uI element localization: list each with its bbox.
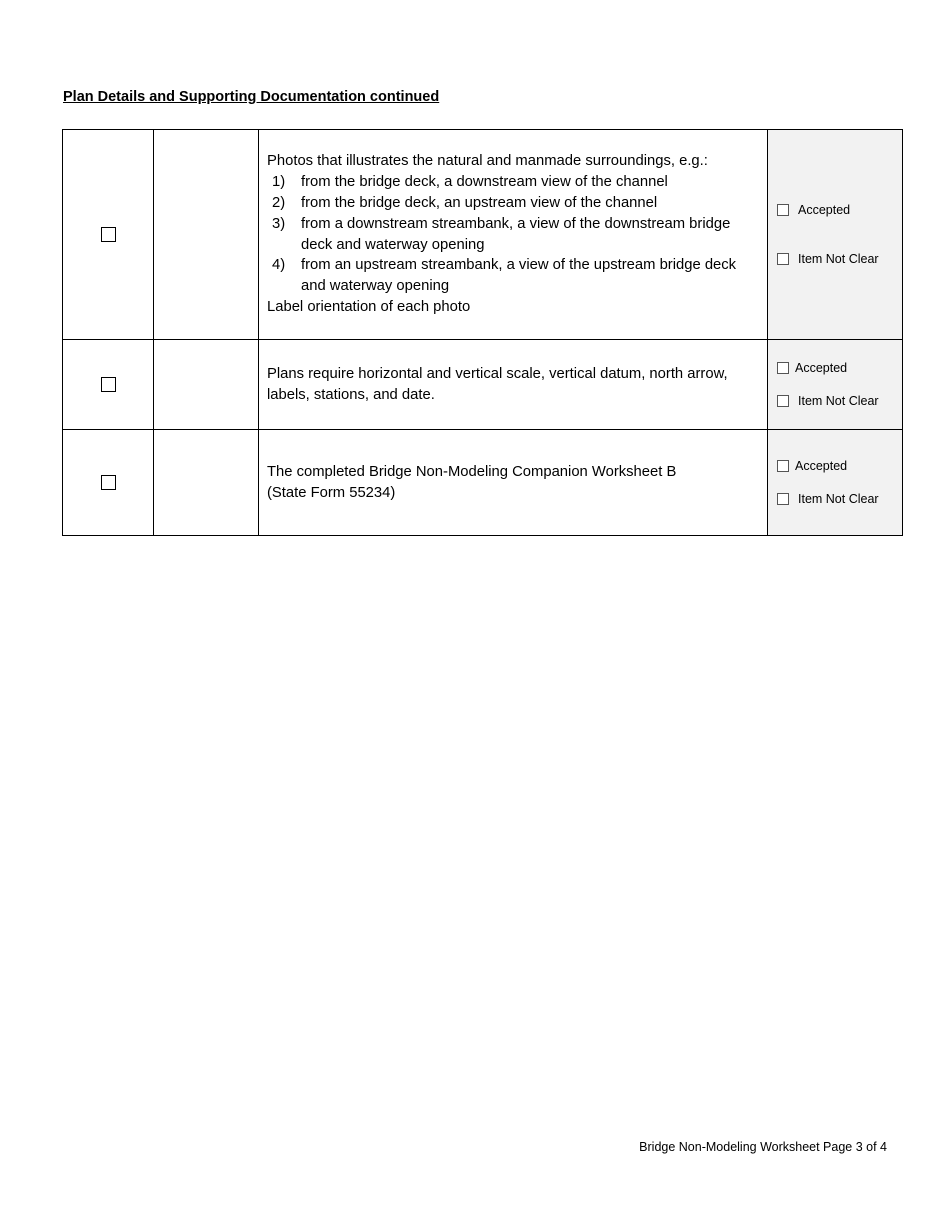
accepted-label: Accepted <box>798 203 851 217</box>
notes-cell[interactable] <box>154 130 259 340</box>
submitted-checkbox[interactable] <box>101 227 116 242</box>
table-row <box>63 430 903 536</box>
item-outro: Label orientation of each photo <box>267 298 471 315</box>
accepted-label: Accepted <box>795 361 848 375</box>
item-description <box>259 430 768 536</box>
review-status-cell <box>768 130 903 340</box>
list-item <box>267 172 759 193</box>
accepted-label: Accepted <box>795 459 848 473</box>
list-text: from an upstream streambank, a view of the upstream bridge deck and waterway opening <box>301 257 737 295</box>
section-title: Plan Details and Supporting Documentation continued <box>63 89 440 105</box>
notes-cell[interactable] <box>154 340 259 430</box>
accepted-option[interactable] <box>777 361 902 375</box>
item-not-clear-option[interactable] <box>777 252 902 266</box>
list-text: from a downstream streambank, a view of the downstream bridge deck and waterway opening <box>301 215 731 253</box>
row-checkbox-cell <box>63 130 154 340</box>
review-status-cell <box>768 340 903 430</box>
submitted-checkbox[interactable] <box>101 475 116 490</box>
list-item <box>267 193 759 214</box>
list-number: 1) <box>272 174 286 191</box>
item-not-clear-label: Item Not Clear <box>798 252 879 266</box>
item-not-clear-checkbox[interactable] <box>777 493 789 505</box>
accepted-checkbox[interactable] <box>777 460 789 472</box>
list-text: from the bridge deck, an upstream view of the channel <box>301 194 658 211</box>
list-text: from the bridge deck, a downstream view of the channel <box>301 174 668 191</box>
item-intro: Photos that illustrates the natural and manmade surroundings, e.g.: <box>267 153 708 170</box>
item-not-clear-checkbox[interactable] <box>777 395 789 407</box>
item-not-clear-option[interactable] <box>777 492 902 506</box>
accepted-option[interactable] <box>777 203 902 217</box>
review-status-cell <box>768 430 903 536</box>
item-description <box>259 340 768 430</box>
item-not-clear-label: Item Not Clear <box>798 394 879 408</box>
item-text-line: The completed Bridge Non-Modeling Companion Worksheet B <box>267 463 677 480</box>
item-not-clear-checkbox[interactable] <box>777 253 789 265</box>
accepted-checkbox[interactable] <box>777 362 789 374</box>
table-row <box>63 130 903 340</box>
list-item <box>267 255 759 297</box>
list-item <box>267 214 759 256</box>
submitted-checkbox[interactable] <box>101 377 116 392</box>
item-not-clear-label: Item Not Clear <box>798 492 879 506</box>
list-number: 2) <box>272 194 286 211</box>
page-footer: Bridge Non-Modeling Worksheet Page 3 of 4 <box>639 1140 887 1154</box>
item-description <box>259 130 768 340</box>
item-text-line: (State Form 55234) <box>267 484 396 501</box>
accepted-checkbox[interactable] <box>777 204 789 216</box>
item-not-clear-option[interactable] <box>777 394 902 408</box>
list-number: 4) <box>272 257 286 274</box>
item-text: Plans require horizontal and vertical scale, vertical datum, north arrow, labels, stations, and date. <box>267 365 728 403</box>
list-number: 3) <box>272 215 286 232</box>
documentation-checklist-table <box>62 129 903 536</box>
accepted-option[interactable] <box>777 459 902 473</box>
row-checkbox-cell <box>63 430 154 536</box>
row-checkbox-cell <box>63 340 154 430</box>
notes-cell[interactable] <box>154 430 259 536</box>
table-row <box>63 340 903 430</box>
